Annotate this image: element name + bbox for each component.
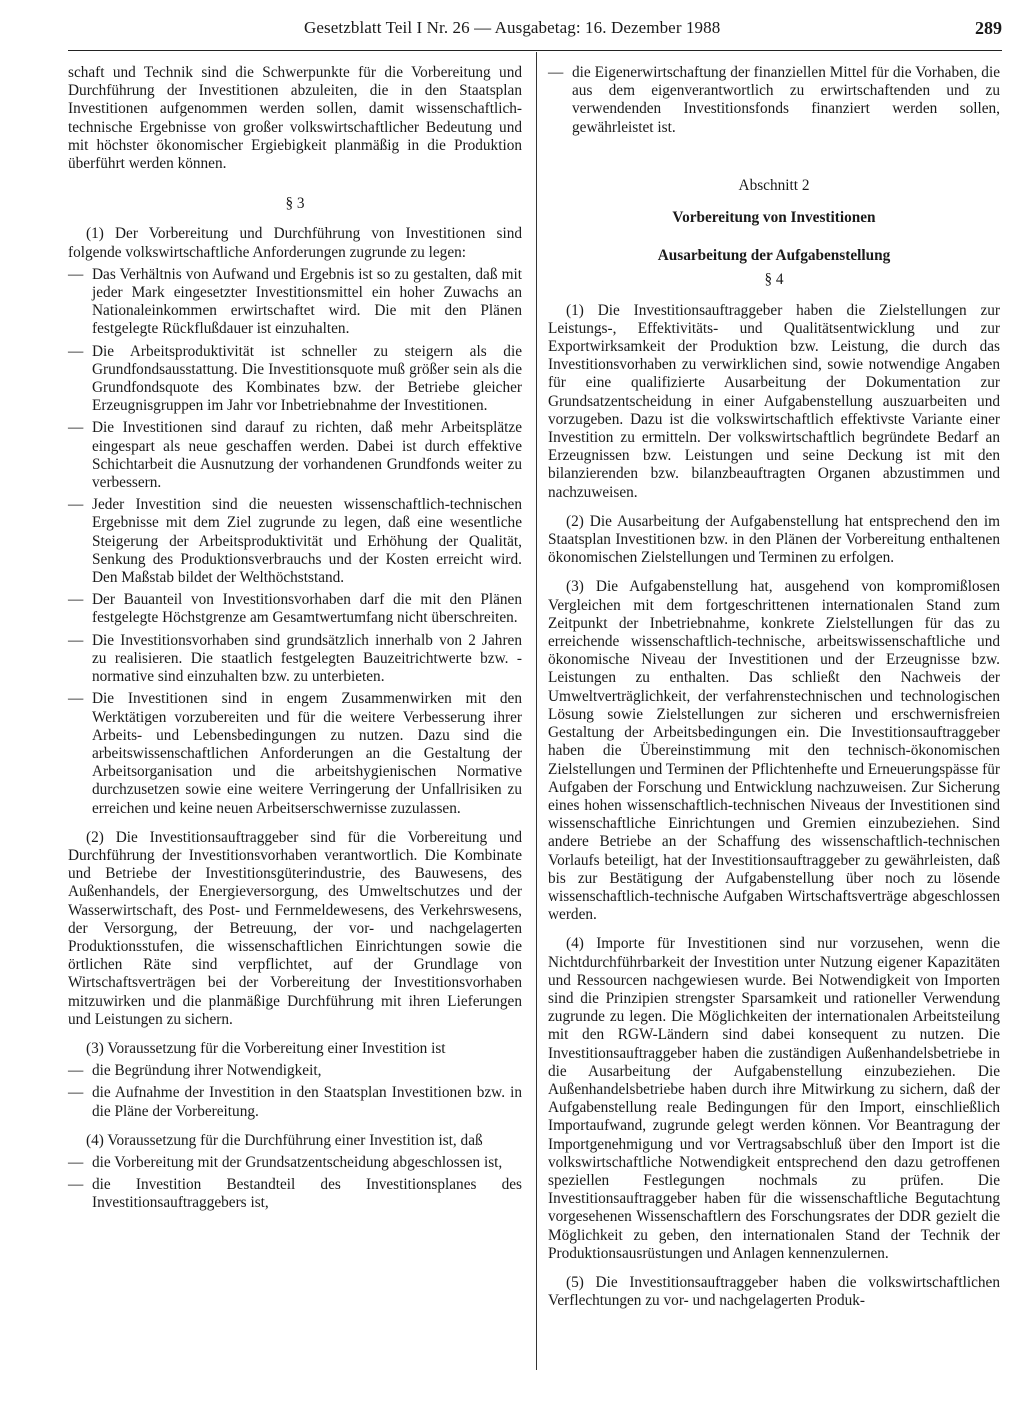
preparation-conditions-list (68, 1062, 522, 1121)
chapter-label: Abschnitt 2 (738, 176, 810, 194)
list-item: — die Aufnahme der Investition in den Staatsplan Investitionen bzw. in die Pläne der Vorbereitung. (68, 1084, 522, 1120)
dash-bullet: — (68, 496, 84, 514)
execution-conditions-list (68, 1154, 522, 1213)
right-column (548, 64, 1000, 1310)
chapter-title: Vorbereitung von Investitionen (672, 209, 876, 227)
left-column (68, 64, 522, 1217)
list-item: — Die Investitionen sind darauf zu richten, daß mehr Arbeitsplätze eingespart als neue geschaffen werden. Dabei ist durch effektive Schichtarbeit die Ausnutzung der vorhandenen Grundfonds weiter zu verbessern. (68, 419, 522, 492)
dash-bullet: — (68, 690, 84, 708)
paragraph-4-4: (4) Importe für Investitionen sind nur vorzusehen, wenn die Nichtdurchführbarkeit der Investition unter Nutzung eigener Kapazitäten und Ressourcen nachgewiesen wurde. Bei Notwendigkeit von Importen sind die Prinzipien strengster Sparsamkeit und rationeller Verwendung zugrunde zu legen. Die Möglichkeiten der internationalen Arbeitsteilung mit den RGW-Ländern sind dabei konsequent zu nutzen. Die Investitionsauftraggeber haben die zuständigen Außenhandelsbetriebe in die Ausarbeitung der Aufgabenstellung einzubeziehen. Die Außenhandelsbetriebe haben durch ihre Mitwirkung zu sichern, daß der Aufgabenstellung reale Bedingungen für den Import, einschließlich Importaufwand, zugrunde gelegt werden können. Vor Beantragung der Importgenehmigung und vor Vertragsabschluß über den Import ist die volkswirtschaftliche Notwendigkeit entsprechend den dazu getroffenen speziellen Festlegungen nochmals zu prüfen. Die Investitionsauftraggeber haben für die wissenschaftliche Begutachtung vorgesehenen Wissenschaftlern des Forschungsrates der DDR gezielt die Möglichkeit zu geben, den internationalen Stand der Technik der Produktionsausrüstungen und Anlagen kennenzulernen. (548, 935, 1000, 1262)
dash-bullet: — (68, 1153, 84, 1171)
dash-bullet: — (68, 1062, 84, 1080)
list-item: — die Investition Bestandteil des Investitionsplanes des Investitionsauftraggebers ist, (68, 1176, 522, 1212)
section-heading-3: § 3 (285, 195, 305, 213)
dash-bullet: — (548, 64, 564, 81)
paragraph-3-1: (1) Der Vorbereitung und Durchführung von Investitionen sind folgende volkswirtschaftliche Anforderungen zugrunde zu legen: (68, 225, 522, 261)
page-header (68, 18, 1002, 51)
paragraph-4-5: (5) Die Investitionsauftraggeber haben die volkswirtschaftlichen Verflechtungen zu vor- und nachgelagerten Produk- (548, 1273, 1000, 1310)
paragraph-4-3: (3) Die Aufgabenstellung hat, ausgehend von kompromißlosen Vergleichen mit dem fortgeschrittenen internationalen Stand zum Zeitpunkt der Inbetriebnahme, konkrete Zielstellungen für das zu erreichende wissenschaftlich-technische, arbeitswissenschaftliche und ökonomische Niveau der Investitionen und der Erzeugnisse bzw. Leistungen zu enthalten. Das schließt den Nachweis der Umweltverträglichkeit, der verfahrenstechnischen und technologischen Lösung sowie Zielstellungen zur sicheren und erschwernisfreien Gestaltung der Arbeitsbedingungen ein. Die Investitionsauftraggeber haben die Übereinstimmung mit den technisch-ökonomischen Zielstellungen und Terminen der Pflichtenhefte und Erneuerungspässe für Aufgaben der Forschung und Entwicklung nachzuweisen. Zur Sicherung eines hohen wissenschaftlich-technischen Niveaus der Investitionen sind wissenschaftliche Einrichtungen und Gremien einzubeziehen. Sind andere Betriebe an der Schaffung des wissenschaftlich-technischen Vorlaufs beteiligt, hat der Investitionsauftraggeber zu gewährleisten, daß bis zur Bestätigung der Aufgabenstellung über noch zu lösende wissenschaftlich-technische Aufgaben Wirtschaftsverträge abgeschlossen werden. (548, 578, 1000, 924)
dash-bullet: — (68, 1176, 84, 1194)
section-subtitle: Ausarbeitung der Aufgabenstellung (657, 247, 891, 265)
paragraph-3-3: (3) Voraussetzung für die Vorbereitung einer Investition ist (86, 1039, 446, 1057)
dash-bullet: — (68, 265, 84, 283)
paragraph-3-4: (4) Voraussetzung für die Durchführung einer Investition ist, daß (86, 1131, 483, 1149)
list-item: — Die Investitionen sind in engem Zusammenwirken mit den Werktätigen vorzubereiten und für die weitere Verbesserung ihrer Arbeits- und Lebensbedingungen zu nutzen. Dazu sind die arbeitswissenschaftlichen Anforderungen an die Gestaltung der Arbeitsorganisation und die arbeitshygienischen Normative durchzusetzen sowie eine weitere Verringerung der Unfallrisiken zu erreichen und keine neuen Arbeitserschwernisse zuzulassen. (68, 690, 522, 817)
requirements-list (68, 266, 522, 818)
section-heading-4: § 4 (764, 271, 784, 289)
dash-bullet: — (68, 342, 84, 360)
list-item: — die Eigenerwirtschaftung der finanziellen Mittel für die Vorhaben, die aus dem eigenverantwortlich zu erwirtschaftenden und zu verwendenden Investitionsfonds finanziert werden sollen, gewährleistet ist. (548, 64, 1000, 136)
list-item: — die Vorbereitung mit der Grundsatzentscheidung abgeschlossen ist, (68, 1153, 503, 1171)
list-item: — die Begründung ihrer Notwendigkeit, (68, 1062, 322, 1080)
running-head: Gesetzblatt Teil I Nr. 26 — Ausgabetag: 16. Dezember 1988 (304, 18, 721, 37)
dash-bullet: — (68, 591, 84, 609)
dash-bullet: — (68, 1084, 84, 1102)
paragraph-3-2: (2) Die Investitionsauftraggeber sind für die Vorbereitung und Durchführung der Investitionsvorhaben verantwortlich. Die Kombinate und Betriebe der Investitionsgüterindustrie, des Bauwesens, des Außenhandels, der Energieversorgung, des Umweltschutzes und der Wasserwirtschaft, des Post- und Fernmeldewesens, des Verkehrswesens, der Versorgung, der Betreuung, der vor- und nachgelagerten Produktionsstufen, die wissenschaftlichen Einrichtungen sowie die örtlichen Räte sind verpflichtet, auf der Grundlage von Wirtschaftsverträgen bei der Vorbereitung der Investitionsvorhaben mitzuwirken und die planmäßige Durchführung mit ihren Lieferungen und Leistungen zu sichern. (68, 828, 522, 1028)
list-item: — Der Bauanteil von Investitionsvorhaben darf die mit den Plänen festgelegte Höchstgrenze am Gesamtwertumfang nicht überschreiten. (68, 591, 522, 627)
list-item: — Die Investitionsvorhaben sind grundsätzlich innerhalb von 2 Jahren zu realisieren. Die staatlich festgelegten Bauzeitrichtwerte bzw. -normative sind einzuhalten bzw. zu unterbieten. (68, 631, 522, 686)
dash-bullet: — (68, 419, 84, 437)
page-number: 289 (975, 18, 1002, 38)
list-item: — Das Verhältnis von Aufwand und Ergebnis ist so zu gestalten, daß mit jeder Mark eingesetzter Investitionsmittel ein hoher Zuwachs an Nationaleinkommen erwirtschaftet wird. Die mit den Plänen festgelegte Rückflußdauer ist einzuhalten. (68, 265, 522, 338)
column-divider (536, 52, 537, 1370)
list-item: — Jeder Investition sind die neuesten wissenschaftlich-technischen Ergebnisse mit dem Ziel zugrunde zu legen, daß eine wesentliche Steigerung der Arbeitsproduktivität und Erhöhung der Qualität, Senkung des Produktionsverbrauchs und der Kosten erreicht wird. Den Maßstab bildet der Welthöchststand. (68, 496, 522, 587)
list-item: — Die Arbeitsproduktivität ist schneller zu steigern als die Grundfondsausstattung. Die Investitionsquote muß größer sein als die Grundfondsquote des Kombinates bzw. der Betriebe gleicher Erzeugnisgruppen im Jahr vor Inbetriebnahme der Investitionen. (68, 342, 522, 415)
execution-conditions-list-continued (548, 64, 1000, 137)
paragraph-4-1: (1) Die Investitionsauftraggeber haben die Zielstellungen zur Leistungs-, Effektivitäts- und Qualitätsentwicklung und zur Exportwirksamkeit der Produktion bzw. Leistung, die durch das Investitionsvorhaben zu verwirklichen sind, sowie notwendige Angaben für eine qualifizierte Ausarbeitung der Dokumentation zur Grundsatzentscheidung in einer Aufgabenstellung auszuarbeiten und vorzugeben. Dazu ist die volkswirtschaftlich effektivste Variante einer Investition zu ermitteln. Der volkswirtschaftlich begründete Bedarf an Erzeugnissen bzw. Leistungen und seine Deckung ist mit den bilanzierenden bzw. bilanzbeauftragten Organen abzustimmen und nachzuweisen. (548, 301, 1000, 501)
dash-bullet: — (68, 631, 84, 649)
paragraph-4-2: (2) Die Ausarbeitung der Aufgabenstellung hat entsprechend den im Staatsplan Investitionen bzw. in den Plänen der Vorbereitung enthaltenen ökonomischen Zielstellungen und Terminen zu erfolgen. (548, 512, 1000, 567)
intro-paragraph: schaft und Technik sind die Schwerpunkte für die Vorbereitung und Durchführung der Investitionen abzuleiten, die in den Staatsplan Investitionen aufgenommen werden sollen, damit wissenschaftlich-technische Ergebnisse von großer volkswirtschaftlicher Bedeutung und mit höchster ökonomischer Ergiebigkeit planmäßig in die Produktion überführt werden können. (68, 64, 522, 173)
